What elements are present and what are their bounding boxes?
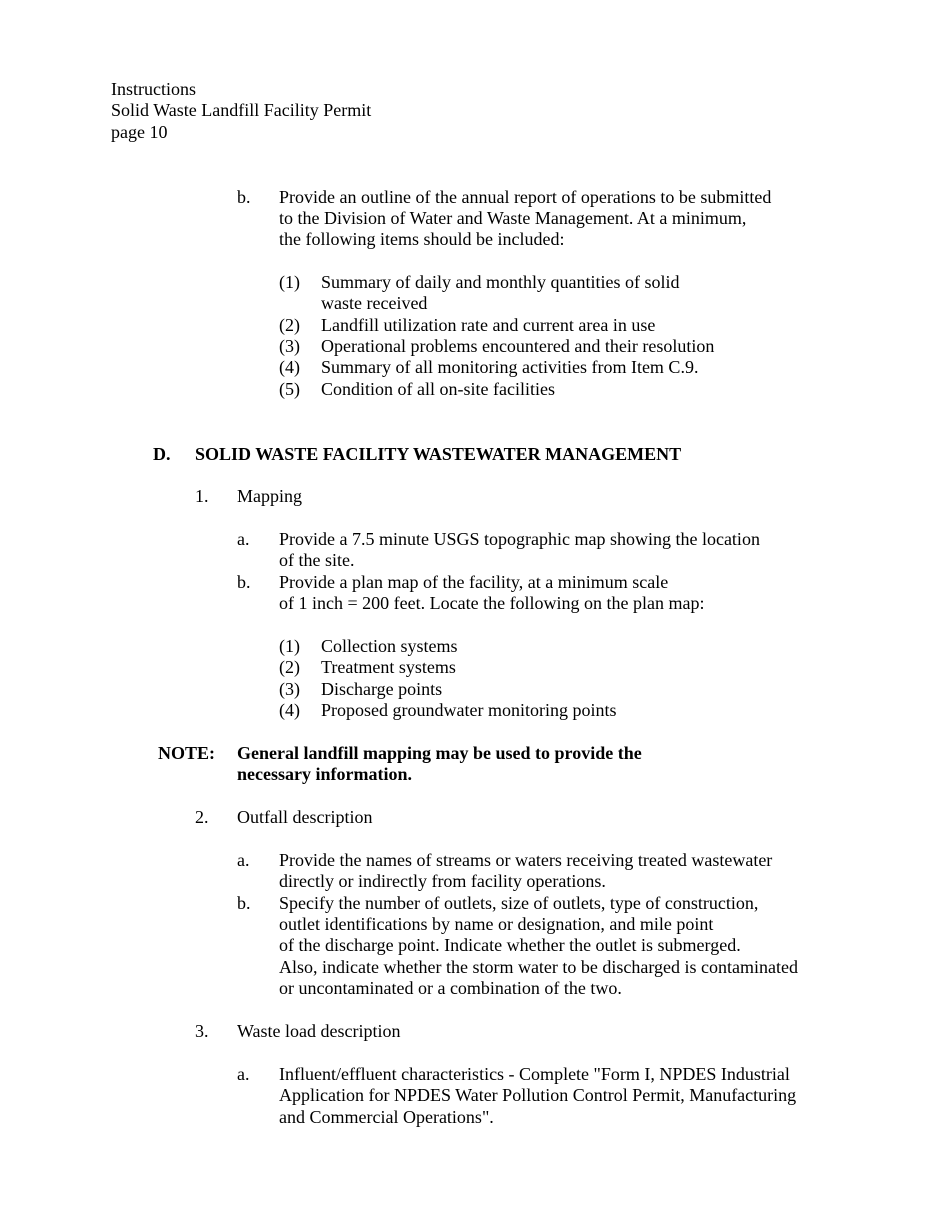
mapping-b-marker: b. bbox=[237, 572, 251, 592]
outfall-a-line-2: directly or indirectly from facility operations. bbox=[279, 871, 606, 891]
report-subitem-2-marker: (2) bbox=[279, 315, 300, 335]
report-subitem-1-line-1: Summary of daily and monthly quantities of solid bbox=[321, 272, 680, 292]
outfall-a-marker: a. bbox=[237, 850, 250, 870]
note-label: NOTE: bbox=[158, 743, 216, 763]
plan-map-item-3-text: Discharge points bbox=[321, 679, 443, 699]
section-d-marker: D. bbox=[153, 444, 171, 464]
report-subitem-3-marker: (3) bbox=[279, 336, 300, 356]
item-b-text-line-2: to the Division of Water and Waste Management. At a minimum, bbox=[279, 208, 747, 228]
plan-map-item-2-text: Treatment systems bbox=[321, 657, 456, 677]
outfall-b-line-1: Specify the number of outlets, size of outlets, type of construction, bbox=[279, 893, 759, 913]
plan-map-item-1-marker: (1) bbox=[279, 636, 300, 656]
report-subitem-5-text: Condition of all on-site facilities bbox=[321, 379, 555, 399]
plan-map-item-3-marker: (3) bbox=[279, 679, 300, 699]
report-subitem-5-marker: (5) bbox=[279, 379, 300, 399]
page-number: page 10 bbox=[111, 121, 168, 142]
report-subitem-3-text: Operational problems encountered and their resolution bbox=[321, 336, 715, 356]
item-2-marker: 2. bbox=[195, 807, 209, 827]
section-d-title: SOLID WASTE FACILITY WASTEWATER MANAGEMENT bbox=[195, 444, 682, 464]
note-line-1: General landfill mapping may be used to provide the bbox=[237, 743, 642, 763]
item-3-title: Waste load description bbox=[237, 1021, 401, 1041]
waste-load-a-line-1: Influent/effluent characteristics - Complete "Form I, NPDES Industrial bbox=[279, 1064, 790, 1084]
waste-load-a-marker: a. bbox=[237, 1064, 250, 1084]
outfall-b-line-5: or uncontaminated or a combination of the two. bbox=[279, 978, 622, 998]
mapping-a-line-2: of the site. bbox=[279, 550, 355, 570]
report-subitem-1-marker: (1) bbox=[279, 272, 300, 292]
header-title: Instructions bbox=[111, 79, 196, 99]
mapping-b-line-2: of 1 inch = 200 feet. Locate the following on the plan map: bbox=[279, 593, 705, 613]
waste-load-a-line-3: and Commercial Operations". bbox=[279, 1107, 494, 1127]
report-subitem-2-text: Landfill utilization rate and current area in use bbox=[321, 315, 656, 335]
outfall-a-line-1: Provide the names of streams or waters receiving treated wastewater bbox=[279, 850, 773, 870]
item-b-text-line-1: Provide an outline of the annual report of operations to be submitted bbox=[279, 187, 772, 207]
item-b-text-line-3: the following items should be included: bbox=[279, 229, 565, 249]
item-3-marker: 3. bbox=[195, 1021, 209, 1041]
outfall-b-line-4: Also, indicate whether the storm water to be discharged is contaminated bbox=[279, 957, 799, 977]
note-line-2: necessary information. bbox=[237, 764, 412, 784]
outfall-b-line-2: outlet identifications by name or designation, and mile point bbox=[279, 914, 714, 934]
outfall-b-marker: b. bbox=[237, 893, 251, 913]
plan-map-item-4-text: Proposed groundwater monitoring points bbox=[321, 700, 617, 720]
item-b-marker: b. bbox=[237, 187, 251, 207]
report-subitem-1-line-2: waste received bbox=[321, 293, 428, 313]
report-subitem-4-text: Summary of all monitoring activities from Item C.9. bbox=[321, 357, 699, 377]
plan-map-item-1-text: Collection systems bbox=[321, 636, 458, 656]
item-2-title: Outfall description bbox=[237, 807, 373, 827]
plan-map-item-2-marker: (2) bbox=[279, 657, 300, 677]
outfall-b-line-3: of the discharge point. Indicate whether the outlet is submerged. bbox=[279, 935, 741, 955]
waste-load-a-line-2: Application for NPDES Water Pollution Control Permit, Manufacturing bbox=[279, 1085, 797, 1105]
item-1-title: Mapping bbox=[237, 486, 302, 506]
report-subitem-4-marker: (4) bbox=[279, 357, 300, 377]
header-subtitle: Solid Waste Landfill Facility Permit bbox=[111, 100, 372, 121]
page-header bbox=[111, 79, 371, 143]
plan-map-item-4-marker: (4) bbox=[279, 700, 300, 720]
item-1-marker: 1. bbox=[195, 486, 209, 506]
mapping-a-line-1: Provide a 7.5 minute USGS topographic map showing the location bbox=[279, 529, 760, 549]
mapping-b-line-1: Provide a plan map of the facility, at a minimum scale bbox=[279, 572, 669, 592]
mapping-a-marker: a. bbox=[237, 529, 250, 549]
